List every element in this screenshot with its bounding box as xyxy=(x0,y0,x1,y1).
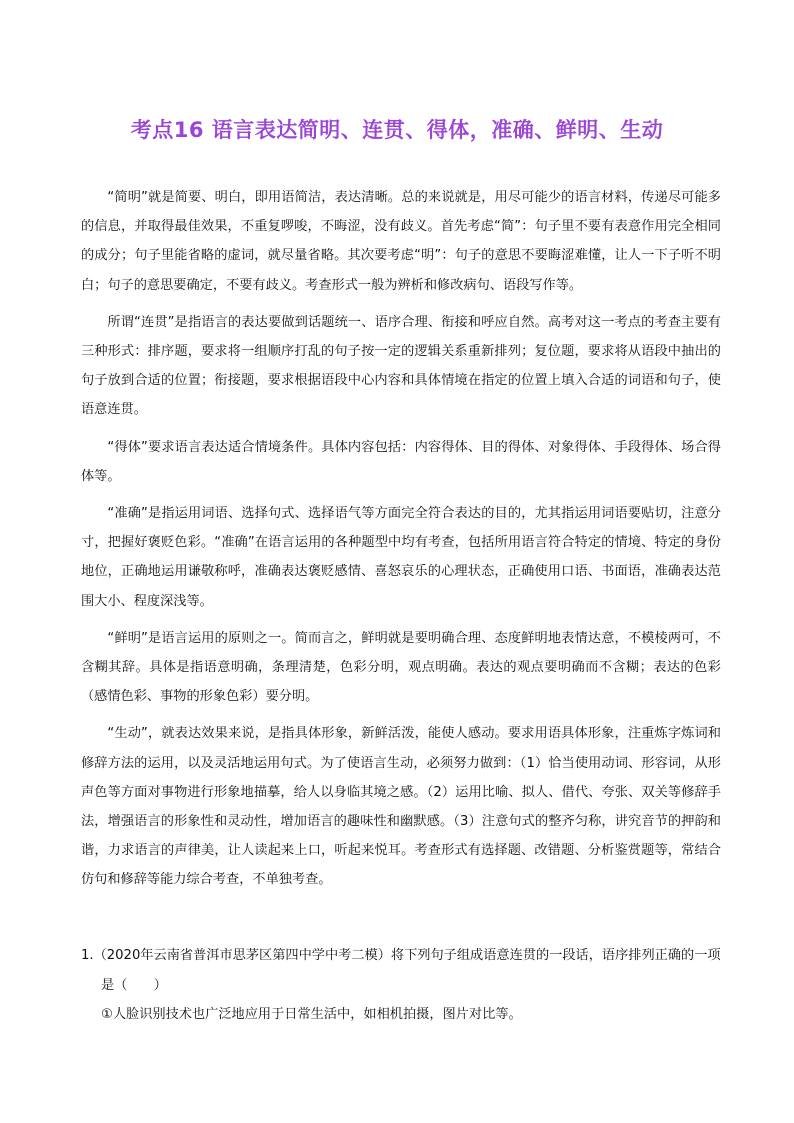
paragraph-deti: “得体”要求语言表达适合情境条件。具体内容包括：内容得体、目的得体、对象得体、手段得体、场合得体等。 xyxy=(81,439,721,484)
paragraph-xianming: “鲜明”是语言运用的原则之一。简而言之，鲜明就是要明确合理、态度鲜明地表情达意，不模棱两可，不含糊其辞。具体是指语意明确，条理清楚，色彩分明，观点明确。表达的观点要明确而不含糊；表达的色彩（感情色彩、事物的形象色彩）要分明。 xyxy=(81,630,721,705)
question-1 xyxy=(81,941,721,1030)
paragraph-shengdong: “生动”，就表达效果来说，是指具体形象，新鲜活泼，能使人感动。要求用语具体形象，注重炼字炼词和修辞方法的运用，以及灵活地运用句式。为了使语言生动，必须努力做到：（1）恰当使用动词、形容词，从形声色等方面对事物进行形象地描摹，给人以身临其境之感。（2）运用比喻、拟人、借代、夸张、双关等修辞手法，增强语言的形象性和灵动性，增加语言的趣味性和幽默感。（3）注意句式的整齐匀称，讲究音节的押韵和谐，力求语言的声律美，让人读起来上口，听起来悦耳。考查形式有选择题、改错题、分析鉴赏题等，常结合仿句和修辞等能力综合考查，不单独考查。 xyxy=(81,726,721,888)
paragraph-zhunque: “准确”是指运用词语、选择句式、选择语气等方面完全符合表达的目的，尤其指运用词语要贴切，注意分寸，把握好褒贬色彩。“准确”在语言运用的各种题型中均有考查，包括所用语言符合特定的情境、特定的身份地位，正确地运用谦敬称呼，准确表达褒贬感情、喜怒哀乐的心理状态，正确使用口语、书面语，准确表达范围大小、程度深浅等。 xyxy=(81,506,721,609)
question-option-1: ①人脸识别技术也广泛地应用于日常生活中，如相机拍摄，图片对比等。 xyxy=(101,1007,522,1022)
paragraph-jianming: “简明”就是简要、明白，即用语简洁，表达清晰。总的来说就是，用尽可能少的语言材料，传递尽可能多的信息，并取得最佳效果，不重复啰唆，不晦涩，没有歧义。首先考虑“简”：句子里不要有表意作用完全相同的成分；句子里能省略的虚词，就尽量省略。其次要考虑“明”：句子的意思不要晦涩难懂，让人一下子听不明白；句子的意思要确定，不要有歧义。考查形式一般为辨析和修改病句、语段写作等。 xyxy=(81,190,721,293)
page-title: 考点16 语言表达简明、连贯、得体，准确、鲜明、生动 xyxy=(130,118,664,142)
question-stem: 1.（2020年云南省普洱市思茅区第四中学中考二模）将下列句子组成语意连贯的一段话，语序排列正确的一项是（ ） xyxy=(81,948,721,993)
article-body xyxy=(81,183,721,903)
paragraph-lianguan: 所谓“连贯”是指语言的表达要做到话题统一、语序合理、衔接和呼应自然。高考对这一考点的考查主要有三种形式：排序题，要求将一组顺序打乱的句子按一定的逻辑关系重新排列；复位题，要求将从语段中抽出的句子放到合适的位置；衔接题，要求根据语段中心内容和具体情境在指定的位置上填入合适的词语和句子，使语意连贯。 xyxy=(81,314,721,418)
